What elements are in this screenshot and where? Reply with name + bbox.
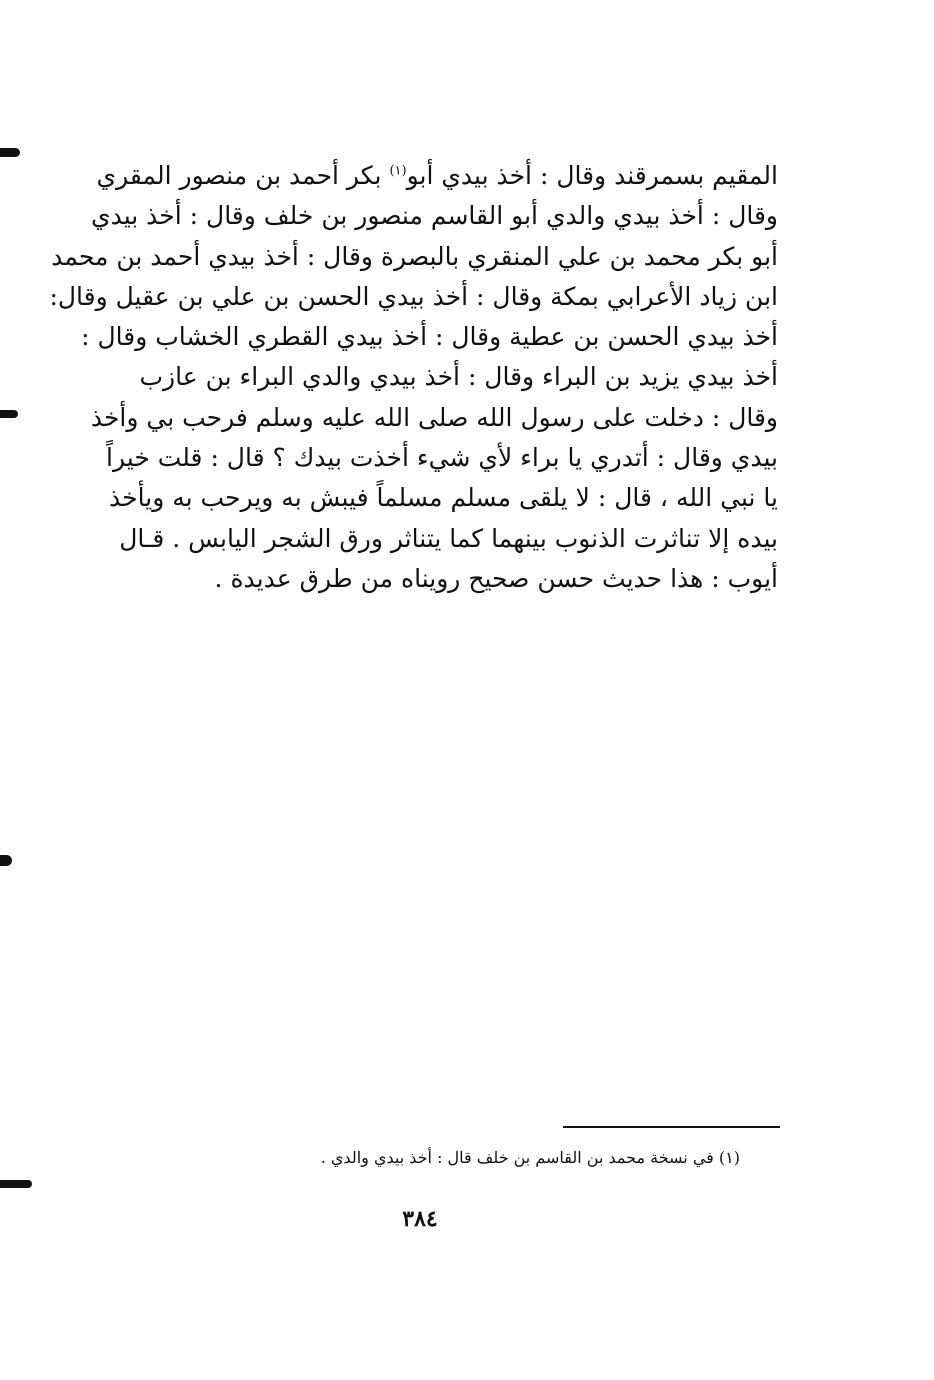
text-line: ابن زياد الأعرابي بمكة وقال : أخذ بيدي الحسن بن علي بن عقيل وقال: xyxy=(49,281,778,311)
scan-edge-mark xyxy=(0,410,18,418)
text-line: بيده إلا تناثرت الذنوب بينهما كما يتناثر ورق الشجر اليابس . قـال xyxy=(119,523,778,553)
text-line: وقال : دخلت على رسول الله صلى الله عليه وسلم فرحب بي وأخذ xyxy=(90,402,778,432)
page-number: ٣٨٤ xyxy=(402,1206,438,1232)
footnote: (١) في نسخة محمد بن القاسم بن خلف قال : أخذ بيدي والدي . xyxy=(320,1148,740,1167)
text-line: أيوب : هذا حديث حسن صحيح رويناه من طرق عديدة . xyxy=(214,563,778,593)
text-line: أخذ بيدي الحسن بن عطية وقال : أخذ بيدي القطري الخشاب وقال : xyxy=(81,322,778,352)
footnote-reference: (١) xyxy=(389,163,407,179)
text-line: أخذ بيدي يزيد بن البراء وقال : أخذ بيدي والدي البراء بن عازب xyxy=(139,362,778,392)
scan-edge-mark xyxy=(0,855,12,866)
scan-edge-mark xyxy=(0,148,20,157)
text-line: يا نبي الله ، قال : لا يلقى مسلم مسلماً فيبش به ويرحب به ويأخذ xyxy=(109,483,778,513)
text-line-end: بكر أحمد بن منصور المقري xyxy=(96,161,390,190)
main-text-block xyxy=(49,156,778,599)
text-line: وقال : أخذ بيدي والدي أبو القاسم منصور بن خلف وقال : أخذ بيدي xyxy=(91,201,778,231)
text-line: أبو بكر محمد بن علي المنقري بالبصرة وقال : أخذ بيدي أحمد بن محمد xyxy=(51,241,778,271)
text-line-start: المقيم بسمرقند وقال : أخذ بيدي أبو xyxy=(406,161,778,190)
text-line xyxy=(96,156,778,196)
text-line: بيدي وقال : أتدري يا براء لأي شيء أخذت بيدك ؟ قال : قلت خيراً xyxy=(106,443,778,473)
scan-edge-mark xyxy=(0,1180,32,1188)
footnote-divider xyxy=(563,1126,780,1128)
